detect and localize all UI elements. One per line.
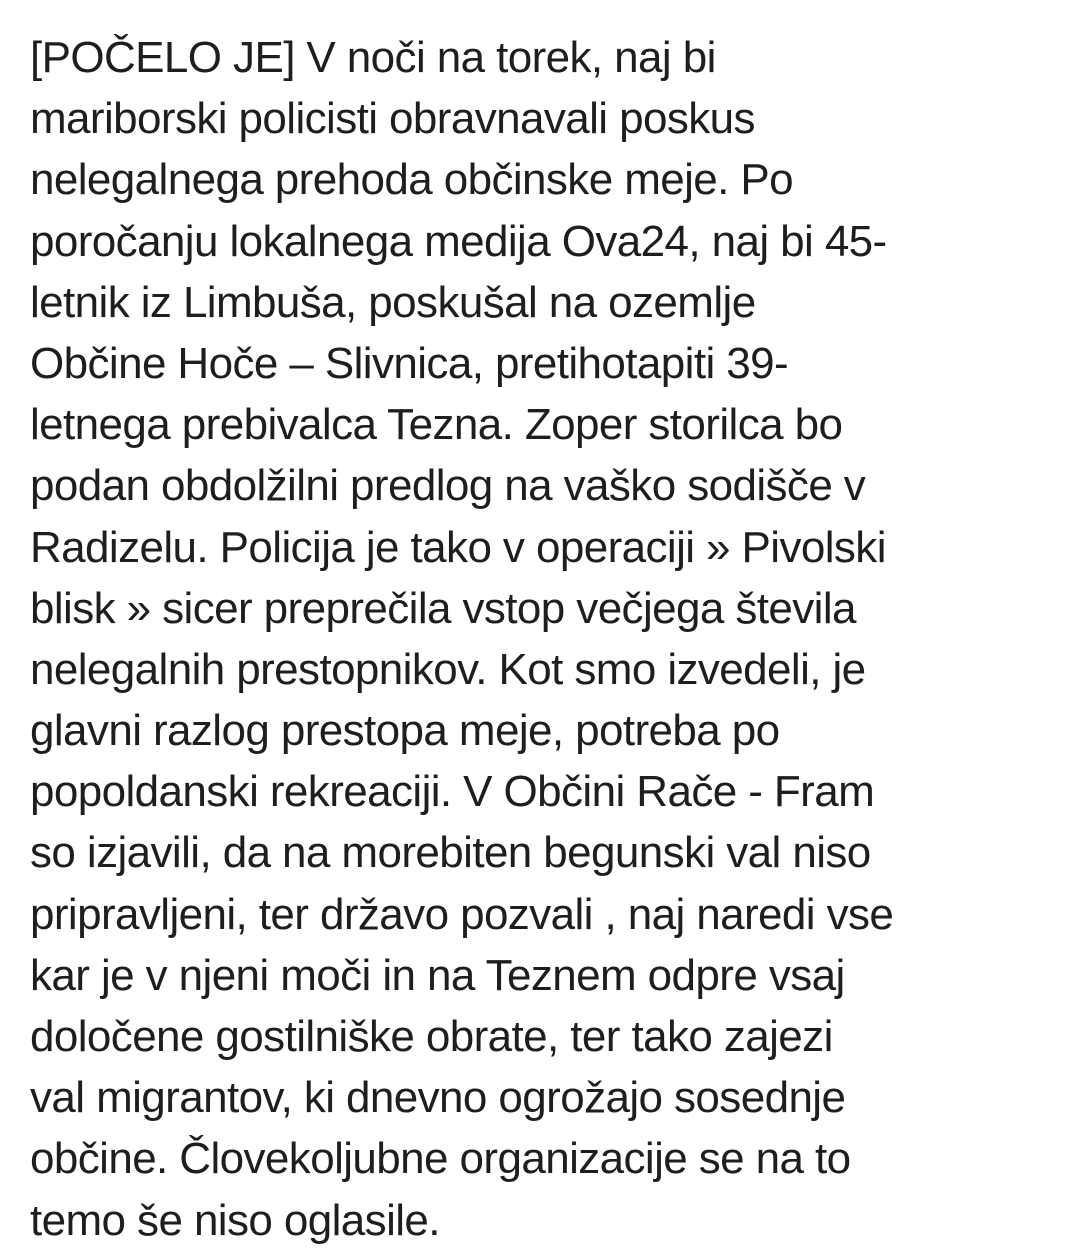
post-text-line: so izjavili, da na morebiten begunski val niso xyxy=(30,828,871,878)
post-text-line: glavni razlog prestopa meje, potreba po xyxy=(30,706,780,756)
post-text-line: določene gostilniške obrate, ter tako zajezi xyxy=(30,1012,833,1061)
post-text-line: letnega prebivalca Tezna. Zoper storilca bo xyxy=(30,400,843,450)
post-text-line: kar je v njeni moči in na Teznem odpre vsaj xyxy=(30,950,845,1000)
post-text-line: popoldanski rekreaciji. V Občini Rače - Fram xyxy=(30,767,875,817)
post-text-line: nelegalnih prestopnikov. Kot smo izvedeli, je xyxy=(30,644,866,694)
post-text-line: občine. Človekoljubne organizacije se na to xyxy=(30,1134,851,1184)
post-text-line: blisk » sicer preprečila vstop večjega števila xyxy=(30,583,856,633)
post-text-line: podan obdolžilni predlog na vaško sodišče v xyxy=(30,461,866,511)
post-text-line: Občine Hoče – Slivnica, pretihotapiti 39- xyxy=(30,338,789,388)
post-text xyxy=(30,27,1060,1251)
post-text-line: [POČELO JE] V noči na torek, naj bi xyxy=(30,33,716,82)
post-text-line: letnik iz Limbuša, poskušal na ozemlje xyxy=(30,277,756,327)
post-text-line: nelegalnega prehoda občinske meje. Po xyxy=(30,155,794,205)
post-text-line: pripravljeni, ter državo pozvali , naj naredi vse xyxy=(30,889,894,939)
post-text-line: Radizelu. Policija je tako v operaciji » Pivolski xyxy=(30,522,886,572)
post-text-line: temo še niso oglasile. xyxy=(30,1195,440,1245)
post-text-line: poročanju lokalnega medija Ova24, naj bi 45- xyxy=(30,216,887,266)
post-text-line: val migrantov, ki dnevno ogrožajo sosednje xyxy=(30,1073,846,1123)
post-text-line: mariborski policisti obravnavali poskus xyxy=(30,94,755,144)
